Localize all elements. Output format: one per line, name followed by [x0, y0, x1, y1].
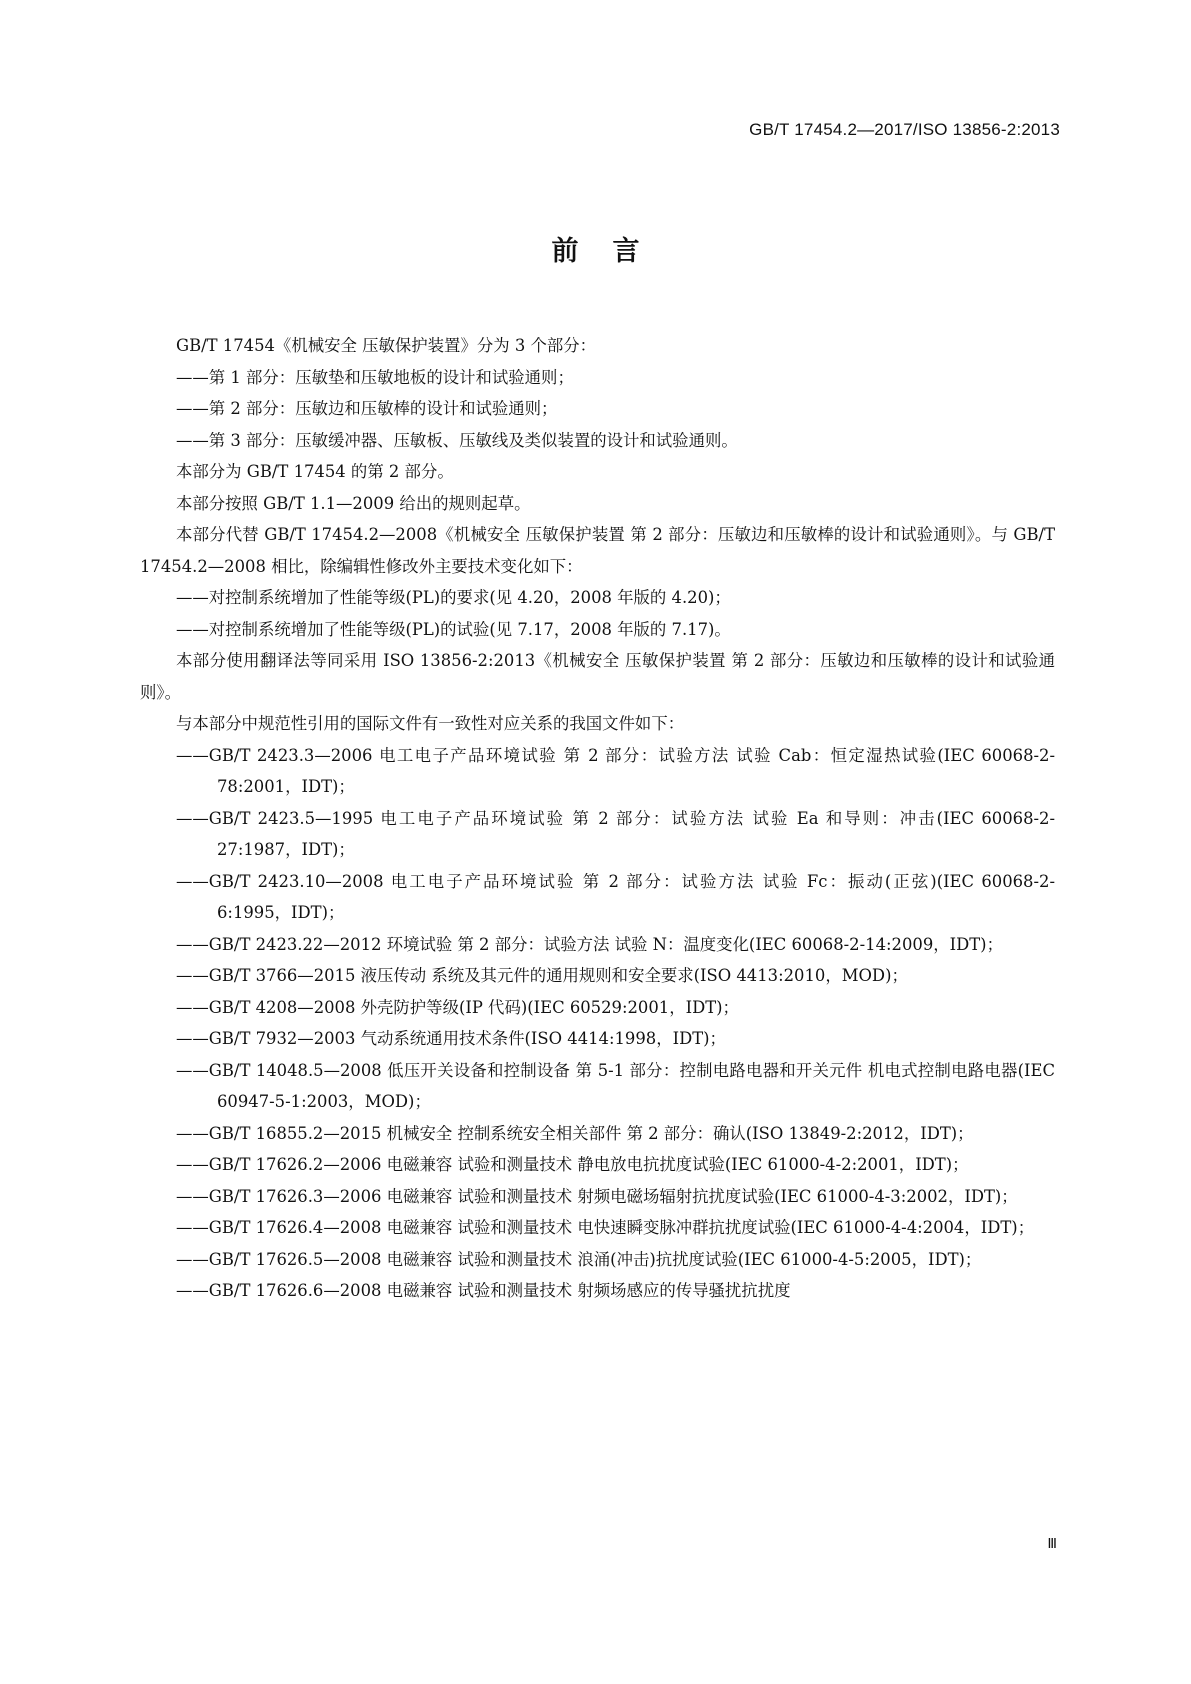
page-title: 前言	[551, 236, 674, 267]
preface-body	[140, 330, 1055, 1307]
list-item-reference: ——GB/T 2423.3—2006 电工电子产品环境试验 第 2 部分：试验方法 试验 Cab：恒定湿热试验(IEC 60068-2-78:2001，IDT)；	[176, 745, 1055, 796]
list-item-reference: ——GB/T 3766—2015 液压传动 系统及其元件的通用规则和安全要求(ISO 4413:2010，MOD)；	[176, 966, 908, 985]
page-number: Ⅲ	[1047, 1537, 1057, 1552]
list-item-part-3: ——第 3 部分：压敏缓冲器、压敏板、压敏线及类似装置的设计和试验通则。	[176, 430, 738, 450]
list-item-part-1: ——第 1 部分：压敏垫和压敏地板的设计和试验通则；	[176, 367, 574, 387]
list-item-reference: ——GB/T 7932—2003 气动系统通用技术条件(ISO 4414:1998，IDT)；	[176, 1029, 726, 1048]
list-item-reference: ——GB/T 2423.5—1995 电工电子产品环境试验 第 2 部分：试验方法 试验 Ea 和导则：冲击(IEC 60068-2-27:1987，IDT)；	[176, 808, 1055, 859]
list-item-reference: ——GB/T 16855.2—2015 机械安全 控制系统安全相关部件 第 2 部分：确认(ISO 13849-2:2012，IDT)；	[176, 1123, 974, 1143]
document-code-header: GB/T 17454.2—2017/ISO 13856-2:2013	[749, 120, 1060, 139]
paragraph-drafting-rules: 本部分按照 GB/T 1.1—2009 给出的规则起草。	[176, 493, 531, 513]
list-item-reference: ——GB/T 4208—2008 外壳防护等级(IP 代码)(IEC 60529:2001，IDT)；	[176, 997, 739, 1017]
paragraph-intro: GB/T 17454《机械安全 压敏保护装置》分为 3 个部分：	[176, 336, 597, 355]
list-item-reference: ——GB/T 17626.6—2008 电磁兼容 试验和测量技术 射频场感应的传导骚扰抗扰度	[176, 1281, 791, 1300]
list-item-change-1: ——对控制系统增加了性能等级(PL)的要求(见 4.20，2008 年版的 4.20)；	[176, 588, 731, 607]
list-item-part-2: ——第 2 部分：压敏边和压敏棒的设计和试验通则；	[176, 399, 558, 418]
list-item-reference: ——GB/T 2423.10—2008 电工电子产品环境试验 第 2 部分：试验方法 试验 Fc：振动(正弦)(IEC 60068-2-6:1995，IDT)；	[176, 871, 1055, 922]
list-item-reference: ——GB/T 17626.3—2006 电磁兼容 试验和测量技术 射频电磁场辐射抗扰度试验(IEC 61000-4-3:2002，IDT)；	[176, 1186, 1018, 1206]
list-item-reference: ——GB/T 14048.5—2008 低压开关设备和控制设备 第 5-1 部分：控制电路电器和开关元件 机电式控制电路电器(IEC 60947-5-1:2003，MOD)；	[176, 1060, 1055, 1111]
list-item-change-2: ——对控制系统增加了性能等级(PL)的试验(见 7.17，2008 年版的 7.17)。	[176, 619, 731, 639]
paragraph-replaces: 本部分代替 GB/T 17454.2—2008《机械安全 压敏保护装置 第 2 部分：压敏边和压敏棒的设计和试验通则》。与 GB/T 17454.2—2008 相比，除编辑性修改外主要技术变化如下：	[140, 525, 1055, 576]
list-item-reference: ——GB/T 17626.4—2008 电磁兼容 试验和测量技术 电快速瞬变脉冲群抗扰度试验(IEC 61000-4-4:2004，IDT)；	[176, 1218, 1035, 1237]
list-item-reference: ——GB/T 2423.22—2012 环境试验 第 2 部分：试验方法 试验 N：温度变化(IEC 60068-2-14:2009，IDT)；	[176, 934, 1003, 954]
paragraph-adoption: 本部分使用翻译法等同采用 ISO 13856-2:2013《机械安全 压敏保护装置 第 2 部分：压敏边和压敏棒的设计和试验通则》。	[140, 651, 1055, 702]
paragraph-references-intro: 与本部分中规范性引用的国际文件有一致性对应关系的我国文件如下：	[176, 714, 685, 733]
paragraph-part-statement: 本部分为 GB/T 17454 的第 2 部分。	[176, 462, 454, 481]
list-item-reference: ——GB/T 17626.2—2006 电磁兼容 试验和测量技术 静电放电抗扰度试验(IEC 61000-4-2:2001，IDT)；	[176, 1155, 969, 1174]
list-item-reference: ——GB/T 17626.5—2008 电磁兼容 试验和测量技术 浪涌(冲击)抗扰度试验(IEC 61000-4-5:2005，IDT)；	[176, 1249, 982, 1269]
